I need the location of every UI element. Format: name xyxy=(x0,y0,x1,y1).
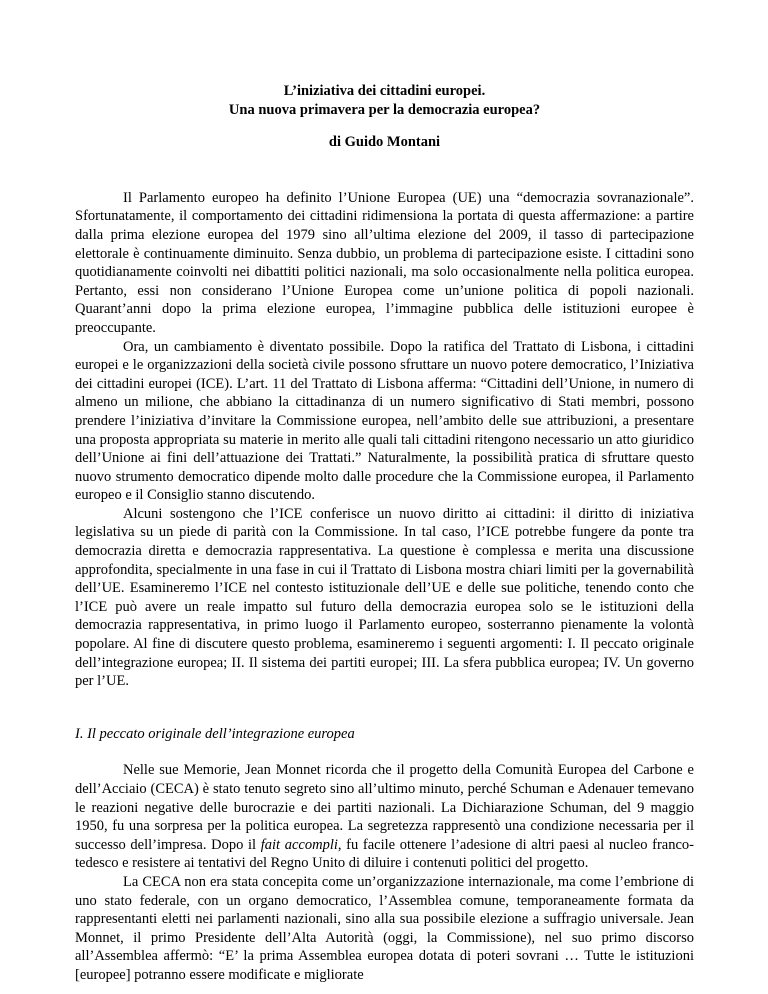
author-line: di Guido Montani xyxy=(328,134,441,151)
section-1-paragraph-1 xyxy=(75,761,694,873)
section-heading: I. Il peccato originale dell’integrazione europea xyxy=(75,725,355,742)
section-1-p1-italic: fait accompli xyxy=(260,836,338,853)
section-1-paragraph-2: La CECA non era stata concepita come un’organizzazione internazionale, ma come l’embrione di uno stato federale, con un organo democratico, l’Assemblea comune, temporaneamente formata da rappresentanti eletti nei parlamenti nazionali, sino alla sua possibile elezione a suffragio universale. Jean Monnet, il primo Presidente dell’Alta Autorità (oggi, la Commissione), nel suo primo discorso all’Assemblea affermò: “E’ la prima Assemblea europea dotata di poteri sovrani … Tutte le istituzioni [europee] potranno essere modificate e migliorate xyxy=(75,873,694,983)
intro-paragraph-1: Il Parlamento europeo ha definito l’Unione Europea (UE) una “democrazia sovranazionale”. Sfortunatamente, il comportamento dei cittadini ridimensiona la portata di questa affermazione: a partire dalla prima elezione europea del 1979 sino all’ultima elezione del 2009, il tasso di partecipazione elettorale è continuamente diminuito. Senza dubbio, un problema di partecipazione esiste. I cittadini sono quotidianamente coinvolti nei dibattiti politici nazionali, ma solo occasionalmente nella politica europea. Pertanto, essi non considerano l’Unione Europea come un’unione politica di popoli nazionali. Quarant’anni dopo la prima elezione europea, l’immagine pubblica delle istituzioni europee è preoccupante. xyxy=(75,189,694,336)
section-1-p1-text-b: , fu facile ottenere l’adesione di altri paesi al nucleo franco-tedesco e resistere ai tentativi del Regno Unito di diluire i contenuti politici del progetto. xyxy=(75,836,694,872)
intro-paragraph-3: Alcuni sostengono che l’ICE conferisce un nuovo diritto ai cittadini: il diritto di iniziativa legislativa su un piede di parità con la Commissione. In tal caso, l’ICE potrebbe fungere da ponte tra democrazia diretta e democrazia rappresentativa. La questione è complessa e merita una discussione approfondita, specialmente in una fase in cui il Trattato di Lisbona mostra chiari limiti per la governabilità dell’UE. Esamineremo l’ICE nel contesto istituzionale dell’UE e delle sue politiche, tenendo conto che l’ICE può avere un reale impatto sul futuro della democrazia europea solo se le istituzioni della democrazia rappresentativa, in primo luogo il Parlamento europeo, sosterranno pienamente la volontà popolare. Al fine di discutere questo problema, esamineremo i seguenti argomenti: I. Il peccato originale dell’integrazione europea; II. Il sistema dei partiti europei; III. La sfera pubblica europea; IV. Un governo per l’UE. xyxy=(75,505,694,690)
title-line-1: L’iniziativa dei cittadini europei. xyxy=(283,83,486,99)
section-1-p1-text-a: Nelle sue Memorie, Jean Monnet ricorda che il progetto della Comunità Europea del Carbone e dell’Acciaio (CECA) è stato tenuto segreto sino all’ultimo minuto, perché Schuman e Adenauer temevano le reazioni negative delle burocrazie e dei partiti nazionali. La Dichiarazione Schuman, del 9 maggio 1950, fu una sorpresa per la politica europea. La segretezza rappresentò una condizione necessaria per il successo dell’impresa. Dopo il xyxy=(75,762,694,853)
intro-paragraph-2: Ora, un cambiamento è diventato possibile. Dopo la ratifica del Trattato di Lisbona, i cittadini europei e le organizzazioni della società civile possono sfruttare un nuovo potere democratico, l’Iniziativa dei cittadini europei (ICE). L’art. 11 del Trattato di Lisbona afferma: “Cittadini dell’Unione, in numero di almeno un milione, che abbiano la cittadinanza di un numero significativo di Stati membri, possono prendere l’iniziativa d’invitare la Commissione europea, nell’ambito delle sue attribuzioni, a presentare una proposta appropriata su materie in merito alle quali tali cittadini ritengono necessario un atto giuridico dell’Unione ai fini dell’attuazione dei Trattati.” Naturalmente, la possibilità pratica di sfruttare questo nuovo strumento democratico dipende molto dalle procedure che la Commissione europea, il Parlamento europeo e il Consiglio stanno discutendo. xyxy=(75,338,694,504)
title-line-2: Una nuova primavera per la democrazia europea? xyxy=(228,101,541,118)
document-title xyxy=(75,82,694,119)
